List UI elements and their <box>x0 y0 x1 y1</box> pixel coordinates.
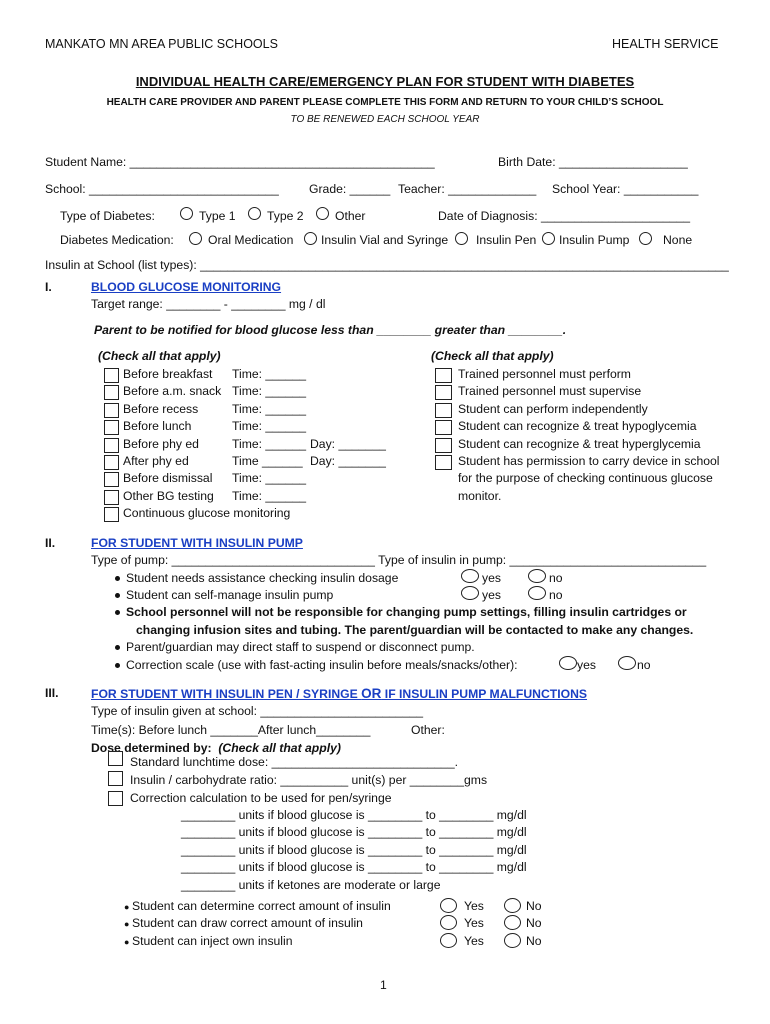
bg-check-time-field[interactable]: Time: ______ <box>232 419 307 434</box>
district-name: MANKATO MN AREA PUBLIC SCHOOLS <box>45 37 278 51</box>
medication-label: Diabetes Medication: <box>60 233 174 247</box>
correction-no-label: no <box>637 658 651 672</box>
bg-check-label: Before a.m. snack <box>123 384 222 399</box>
bullet-icon: ● <box>124 936 132 947</box>
pump-type-field[interactable]: Type of pump: ______________________________ Type of insulin in pump: _____________________________ <box>91 553 707 567</box>
pump-assist-yes-label: yes <box>482 571 501 585</box>
bg-check-checkbox[interactable] <box>104 472 119 487</box>
bg-check-checkbox[interactable] <box>104 385 119 400</box>
responsibility-label: Student can recognize & treat hypoglycemia <box>458 419 697 434</box>
responsibility-label-cont: for the purpose of checking continuous glucose <box>458 471 713 486</box>
ability-item <box>124 934 293 948</box>
pump-self-yes-label: yes <box>482 588 501 602</box>
carb-ratio-checkbox[interactable] <box>108 771 123 786</box>
form-instructions: HEALTH CARE PROVIDER AND PARENT PLEASE COMPLETE THIS FORM AND RETURN TO YOUR CHILD’S SCHOOL <box>106 97 664 108</box>
ability-yes-radio[interactable] <box>440 915 457 930</box>
responsibility-checkbox[interactable] <box>435 368 452 383</box>
responsibility-label-cont: monitor. <box>458 488 502 503</box>
bg-check-checkbox[interactable] <box>104 420 119 435</box>
school-field[interactable]: School: ____________________________ <box>45 182 279 196</box>
pump-responsibility-note: School personnel will not be responsible for changing pump settings, filling insulin cartridges or <box>115 605 687 619</box>
renewal-note: TO BE RENEWED EACH SCHOOL YEAR <box>290 114 480 125</box>
ability-no-radio[interactable] <box>504 898 521 913</box>
grade-field[interactable]: Grade: ______ <box>309 182 391 196</box>
type1-label: Type 1 <box>199 209 236 223</box>
bg-check-label: Before phy ed <box>123 436 199 451</box>
pump-suspend-item: Parent/guardian may direct staff to suspend or disconnect pump. <box>115 640 475 654</box>
responsibility-checkbox[interactable] <box>435 385 452 400</box>
bg-check-label: Before dismissal <box>123 471 213 486</box>
department-name: HEALTH SERVICE <box>612 37 719 51</box>
dose-determined-label: Dose determined by: (Check all that apply) <box>91 741 341 755</box>
bg-check-time-field[interactable]: Time: ______ <box>232 384 307 399</box>
diagnosis-date-field[interactable]: Date of Diagnosis: ______________________ <box>438 209 691 223</box>
bg-check-label: After phy ed <box>123 454 189 468</box>
insulin-pen-radio[interactable] <box>455 232 468 245</box>
ability-item <box>124 899 391 913</box>
target-range-field[interactable]: Target range: ________ - ________ mg / dl <box>91 297 326 311</box>
bg-check-checkbox[interactable] <box>104 368 119 383</box>
birth-date-field[interactable]: Birth Date: ___________________ <box>498 155 688 169</box>
oral-medication-radio[interactable] <box>189 232 202 245</box>
bg-check-time-field[interactable]: Time: ______ <box>232 471 307 486</box>
bg-check-time-field[interactable]: Time: ______ <box>232 436 307 451</box>
pump-responsibility-note-2: changing infusion sites and tubing. The parent/guardian will be contacted to make any changes. <box>136 623 694 637</box>
ability-yes-label: Yes <box>464 899 484 913</box>
correction-scale-row[interactable]: ________ units if blood glucose is ________ to ________ mg/dl <box>181 842 527 857</box>
section-1-number: I. <box>45 280 52 294</box>
ability-no-radio[interactable] <box>504 933 521 948</box>
type2-label: Type 2 <box>267 209 304 223</box>
insulin-vial-label: Insulin Vial and Syringe <box>321 233 449 247</box>
pump-self-no-label: no <box>549 588 563 602</box>
correction-calc-label: Correction calculation to be used for pen/syringe <box>130 791 392 805</box>
pump-assist-item: Student needs assistance checking insulin dosage <box>115 571 398 585</box>
bullet-icon: ● <box>124 902 132 912</box>
parent-notify-field[interactable]: Parent to be notified for blood glucose less than ________ greater than ________. <box>94 323 567 337</box>
carb-ratio-label[interactable]: Insulin / carbohydrate ratio: __________ unit(s) per ________gms <box>130 773 488 787</box>
correction-scale-row[interactable]: ________ units if blood glucose is ________ to ________ mg/dl <box>181 808 527 822</box>
bg-check-time-field[interactable]: Time ______ <box>232 454 303 468</box>
oral-medication-label: Oral Medication <box>208 233 294 247</box>
section-2-heading: FOR STUDENT WITH INSULIN PUMP <box>91 536 303 550</box>
correction-scale-row[interactable]: ________ units if blood glucose is ________ to ________ mg/dl <box>181 860 527 875</box>
insulin-type-field[interactable]: Type of insulin given at school: ________________________ <box>91 704 424 718</box>
responsibility-label: Student can perform independently <box>458 401 648 416</box>
correction-scale-row[interactable]: ________ units if ketones are moderate or large <box>181 877 441 892</box>
responsibility-label: Trained personnel must perform <box>458 367 631 381</box>
diabetes-type-label: Type of Diabetes: <box>60 209 155 223</box>
page-number: 1 <box>380 978 387 992</box>
bg-check-time-field[interactable]: Time: ______ <box>232 367 307 381</box>
standard-dose-label[interactable]: Standard lunchtime dose: ___________________________. <box>130 755 458 769</box>
responsibility-checkbox[interactable] <box>435 438 452 453</box>
ability-no-label: No <box>526 916 542 931</box>
bg-check-label: Before lunch <box>123 419 192 434</box>
student-name-field[interactable]: Student Name: _____________________________________________ <box>45 155 435 169</box>
teacher-field[interactable]: Teacher: _____________ <box>398 182 537 196</box>
type1-radio[interactable] <box>180 207 193 220</box>
ability-label: Student can draw correct amount of insulin <box>131 916 363 931</box>
bg-check-checkbox[interactable] <box>104 507 119 522</box>
correction-yes-radio[interactable] <box>559 656 577 670</box>
ability-yes-radio[interactable] <box>440 933 457 948</box>
section-1-heading: BLOOD GLUCOSE MONITORING <box>91 280 282 294</box>
school-year-field[interactable]: School Year: ___________ <box>552 182 699 196</box>
responsibility-label: Trained personnel must supervise <box>458 384 642 399</box>
bg-check-time-field[interactable]: Time: ______ <box>232 488 307 503</box>
ability-yes-label: Yes <box>464 916 484 931</box>
insulin-pump-radio[interactable] <box>542 232 555 245</box>
form-title: INDIVIDUAL HEALTH CARE/EMERGENCY PLAN FOR STUDENT WITH DIABETES <box>135 74 635 89</box>
ability-no-label: No <box>526 899 542 913</box>
ability-item <box>124 916 363 930</box>
none-label: None <box>663 233 693 247</box>
insulin-pump-label: Insulin Pump <box>559 233 630 247</box>
none-radio[interactable] <box>639 232 652 245</box>
insulin-times-field[interactable]: Time(s): Before lunch _______After lunch________ <box>91 723 371 737</box>
insulin-vial-radio[interactable] <box>304 232 317 245</box>
ability-yes-label: Yes <box>464 933 484 948</box>
bullet-icon: ● <box>124 919 132 930</box>
section-2-number: II. <box>45 536 56 550</box>
check-all-right: (Check all that apply) <box>431 349 554 363</box>
other-type-radio[interactable] <box>316 207 329 220</box>
standard-dose-checkbox[interactable] <box>108 751 123 766</box>
insulin-at-school-field[interactable]: Insulin at School (list types): ______________________________________________________________________________ <box>45 258 729 272</box>
bg-check-day-field[interactable]: Day: _______ <box>310 436 386 451</box>
bg-check-checkbox[interactable] <box>104 438 119 453</box>
pump-assist-yes-radio[interactable] <box>461 569 479 583</box>
bg-check-time-field[interactable]: Time: ______ <box>232 401 307 416</box>
responsibility-checkbox[interactable] <box>435 403 452 418</box>
bg-check-label: Other BG testing <box>123 488 214 503</box>
section-3-number: III. <box>45 686 59 700</box>
bg-check-day-field[interactable]: Day: _______ <box>310 454 386 468</box>
ability-yes-radio[interactable] <box>440 898 457 913</box>
pump-self-no-radio[interactable] <box>528 586 546 600</box>
correction-no-radio[interactable] <box>618 656 636 670</box>
ability-label: Student can inject own insulin <box>131 933 293 948</box>
correction-calc-checkbox[interactable] <box>108 791 123 806</box>
pump-self-manage-item: Student can self-manage insulin pump <box>115 588 333 602</box>
bg-check-checkbox[interactable] <box>104 490 119 505</box>
bg-check-label: Before recess <box>123 401 199 416</box>
ability-no-label: No <box>526 933 542 948</box>
pump-self-yes-radio[interactable] <box>461 586 479 600</box>
responsibility-label: Student has permission to carry device in school <box>458 454 720 468</box>
type2-radio[interactable] <box>248 207 261 220</box>
insulin-times-other-label: Other: <box>411 723 445 737</box>
insulin-pen-label: Insulin Pen <box>476 233 537 247</box>
pump-assist-no-label: no <box>549 571 563 585</box>
bg-check-checkbox[interactable] <box>104 403 119 418</box>
bg-check-checkbox[interactable] <box>104 455 119 470</box>
responsibility-checkbox[interactable] <box>435 455 452 470</box>
bg-check-label: Continuous glucose monitoring <box>123 506 291 521</box>
ability-label: Student can determine correct amount of insulin <box>131 899 391 913</box>
check-all-left: (Check all that apply) <box>98 349 221 363</box>
responsibility-checkbox[interactable] <box>435 420 452 435</box>
section-3-heading: FOR STUDENT WITH INSULIN PEN / SYRINGE OR IF INSULIN PUMP MALFUNCTIONS <box>91 686 588 701</box>
responsibility-label: Student can recognize & treat hyperglycemia <box>458 436 701 451</box>
bg-check-label: Before breakfast <box>123 367 213 381</box>
pump-assist-no-radio[interactable] <box>528 569 546 583</box>
ability-no-radio[interactable] <box>504 915 521 930</box>
correction-scale-item: Correction scale (use with fast-acting insulin before meals/snacks/other): <box>115 658 518 672</box>
correction-yes-label: yes <box>577 658 596 672</box>
correction-scale-row[interactable]: ________ units if blood glucose is ________ to ________ mg/dl <box>181 825 527 840</box>
other-type-label: Other <box>335 209 366 223</box>
